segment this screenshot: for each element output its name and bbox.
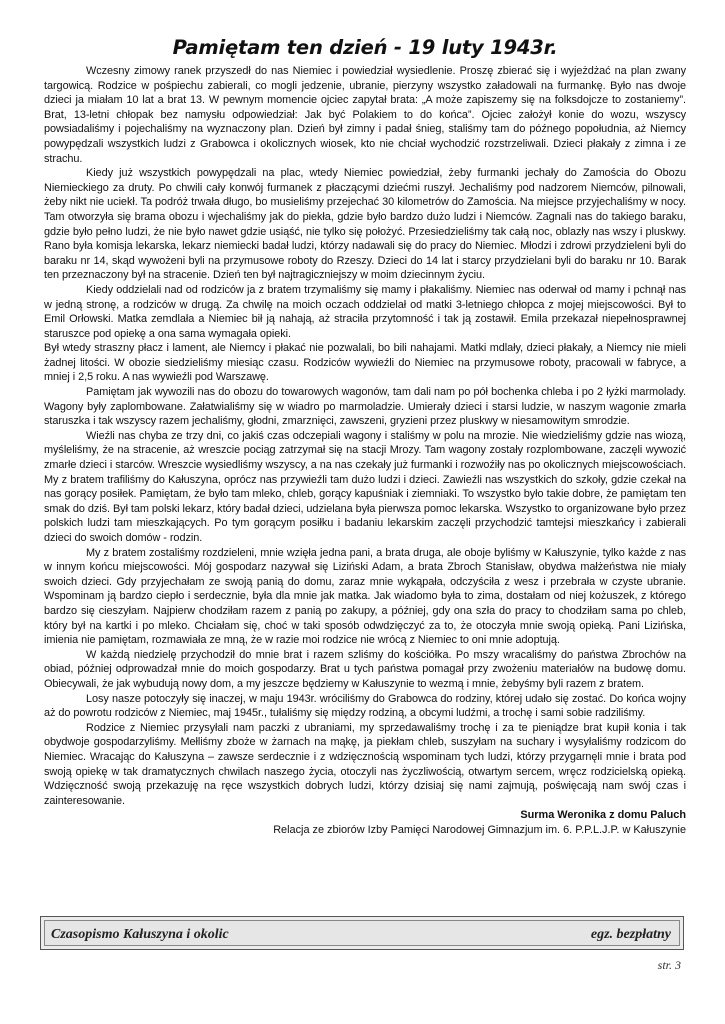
paragraph: Był wtedy straszny płacz i lament, ale Niemcy i płakać nie pozwalali, bo bili nahajami. Matki mdlały, dzieci płakały, a Niemcy nie mieli żadnej litości. W obozie siedzieliśmy miesiąc czasu. Rodziców wywieźli do Niemiec na przymusowe roboty, pracowali w fabryce, a mniej i 2,5 roku. A nas wywieźli pod Warszawę. (44, 342, 686, 384)
paragraph: Rodzice z Niemiec przysyłali nam paczki z ubraniami, my sprzedawaliśmy trochę i za te pieniądze brat kupił konia i tak obydwoje gospodarzyliśmy. Mełliśmy zboże w żarnach na mąkę, ja piekłam chleb, suszyłam na suchary i wysyłaliśmy rodzicom do Niemiec. Wracając do Kałuszyna – zawsze serdecznie i z wdzięcznością wspominam tych ludzi, którzy przygarnęli mnie i brata pod swoją opiekę w tak dramatycznych chwilach naszego życia, otoczyli nas życzliwością, otwartym sercem, wręcz rodzicielską opieką. Wdzięczność swoją przekazuję na ręce wszystkich dobrych ludzi, którzy dzisiaj się nami zajmują, poświęcają nam swój czas i zainteresowanie. (44, 721, 686, 807)
footer-inner-frame (44, 920, 680, 946)
article-title: Pamiętam ten dzień - 19 luty 1943r. (172, 36, 558, 59)
free-copy-note: egz. bezpłatny (590, 927, 671, 942)
page-number: str. 3 (657, 958, 681, 972)
paragraph: Wczesny zimowy ranek przyszedł do nas Niemiec i powiedział wysiedlenie. Proszę zbierać się i wyjeżdżać na plan zwany targowicą. Rodzice w pośpiechu zabierali, co mogli jedzenie, ubranie, pierzyny wszystko załadowali na furmankę. Było nas dwoje dzieci ja miałam 10 lat a brat 13. W pewnym momencie ojciec zapytał brata: „A może zapiszemy się na folksdojcze to zostaniemy”. Brat, 13-letni chłopak bez namysłu odpowiedział: Jak być Polakiem to do końca”. Ojciec założył konie do wozu, wszyscy powsiadaliśmy i pojechaliśmy na wyznaczony plan. Dzień był zimny i padał śnieg, staliśmy tam do późnego popołudnia, aż Niemcy powypędzali wszystkich ludzi z Grabowca i okolicznych wiosek, kto nie chciał wychodzić rozstrzeliwali. Dzieci płakały z zimna i ze strachu. (44, 65, 686, 165)
paragraph: Kiedy oddzielali nad od rodziców ja z bratem trzymaliśmy się mamy i płakaliśmy. Niemiec nas oderwał od mamy i pchnął nas w jedną stronę, a rodziców w drugą. Za chwilę na moich oczach oddzielał od matki 3-letniego chłopca z mojej miejscowości. Był to Emil Orłowski. Matka zemdlała a Niemiec bił ją nahają, aż straciła przytomność i tak ją zostawił. Emila przekazał niepełnosprawnej staruszce pod opiekę a ona sama wymagała opieki. (44, 283, 686, 340)
paragraph: My z bratem zostaliśmy rozdzieleni, mnie wzięła jedna pani, a brata druga, ale oboje byliśmy w Kałuszynie, tylko każde z nas w innym końcu miejscowości. Mój gospodarz nazywał się Liziński Adam, a brata Zbroch Stanisław, obydwa małżeństwa nie miały swoich dzieci. Gdy przyjechałam ze swoją panią do domu, zaraz mnie wykąpała, odczyściła z wesz i przebrała w czyste ubranie. Wspominam ją bardzo ciepło i serdecznie, była dla mnie jak matka. Jak wiadomo była to zima, dostałam od niej kożuszek, z którego bardzo się cieszyłam. Najpierw chodziłam razem z panią po zakupy, a później, gdy ona szła do pracy to chodziłam sama po chleb, który był na kartki i po mleko. Chciałam się, choć w taki sposób odwdzięczyć za to, że otoczyła mnie swoją opieką. Pani Lizińska, imienia nie pamiętam, rozmawiała ze mną, że w razie moi rodzice nie wrócą z Niemiec to oni mnie adoptują. (44, 546, 686, 647)
author-signature: Surma Weronika z domu Paluch (520, 809, 686, 822)
paragraph: Losy nasze potoczyły się inaczej, w maju 1943r. wróciliśmy do Grabowca do rodziny, której udało się zostać. Do końca wojny aż do powrotu rodziców z Niemiec, maj 1945r., tułaliśmy się między rodziną, a obcymi ludźmi, a trochę i sami sobie radziliśmy. (44, 692, 686, 720)
paragraph: W każdą niedzielę przychodził do mnie brat i razem szliśmy do kościółka. Po mszy wracaliśmy do państwa Zbrochów na obiad, później odprowadzał mnie do moich gospodarzy. Brat u tych państwa pomagał przy zwożeniu materiałów na budowę domu. Obiecywali, że jak wybudują nowy dom, a my jeszcze będziemy w Kałuszynie to wezmą i mnie, żebyśmy byli razem z bratem. (44, 648, 686, 690)
footer-banner (40, 916, 684, 950)
magazine-name: Czasopismo Kałuszyna i okolic (51, 927, 229, 942)
paragraph: Pamiętam jak wywozili nas do obozu do towarowych wagonów, tam dali nam po pół bochenka chleba i po 2 łyżki marmolady. Wagony były zaplombowane. Załatwialiśmy się w wiadro po marmoladzie. Umierały dzieci i starsi ludzie, w naszym wagonie zmarła staruszka i tak wszyscy razem jechaliśmy, głodni, zmarznięci, zawszeni, gryzieni przez pluskwy w niesamowitym smrodzie. (44, 386, 686, 428)
paragraph: Wieźli nas chyba ze trzy dni, co jakiś czas odczepiali wagony i staliśmy w polu na mrozie. Nie wiedzieliśmy gdzie nas wiozą, myśleliśmy, że na stracenie, aż wreszcie pociąg zatrzymał się na stacji Mrozy. Tam wagony zostały rozplombowane, zaczęli wywozić zmarłe dzieci i starców. Wreszcie wysiedliśmy wszyscy, a na nas czekały już furmanki i rozwoźiły nas po okolicznych miejscowościach. My z bratem trafiliśmy do Kałuszyna, oprócz nas przywieźli tam dużo ludzi i dzieci. Zawieźli nas wszystkich do szkoły, gdzie czekał na nas gorący posiłek. Pamiętam, że było tam mleko, chleb, gorący kapuśniak i ziemniaki. To wszystko było takie dobre, że pamiętam ten smak do dziś. Był tam polski lekarz, który badał dzieci, udzielana była pierwsza pomoc lekarska. Wszystko to organizowane było przez polskich ludzi tam mieszkających. Po tym gorącym posiłku i badaniu lekarskim zaczęli przychodzić tamtejsi mieszkańcy i zabierali dzieci do swoich domów - rodzin. (44, 429, 686, 544)
paragraph: Kiedy już wszystkich powypędzali na plac, wtedy Niemiec powiedział, żeby furmanki jechały do Zamościa do Obozu Niemieckiego za druty. Po chwili cały konwój furmanek z płaczącymi dziećmi ruszył. Jechaliśmy pod nadzorem Niemców, pilnowali, żeby nikt nie uciekł. Ta podróż trwała długo, bo musieliśmy przejechać 30 kilometrów do Zamościa. Na miejsce przyjechaliśmy w nocy. Tam otworzyła się brama obozu i wjechaliśmy jak do piekła, gdzie było bardzo dużo ludzi i Niemców. Zagnali nas do takiego baraku, gdzie było pełno ludzi, że nie było nawet gdzie usiąść, nie tylko się położyć. Przesiedzieliśmy tak całą noc, oblazły nas wszy i pluskwy. Rano była komisja lekarska, lekarz niemiecki badał ludzi, którzy nadawali się do pracy do Niemiec. Młodzi i zdrowi przydzieleni byli do baraku nr 14, skąd wywożeni byli na przymusowe roboty do Rzeszy. Dzieci do 14 lat i starcy przydzielani byli do baraku nr 10. Barak ten przeznaczony był na stracenie. Dzień ten był najtragiczniejszy w moim dziecinnym życiu. (44, 167, 686, 282)
article-body (44, 64, 686, 808)
article (44, 36, 686, 837)
source-note: Relacja ze zbiorów Izby Pamięci Narodowej Gimnazjum im. 6. P.P.L.J.P. w Kałuszynie (273, 823, 686, 836)
